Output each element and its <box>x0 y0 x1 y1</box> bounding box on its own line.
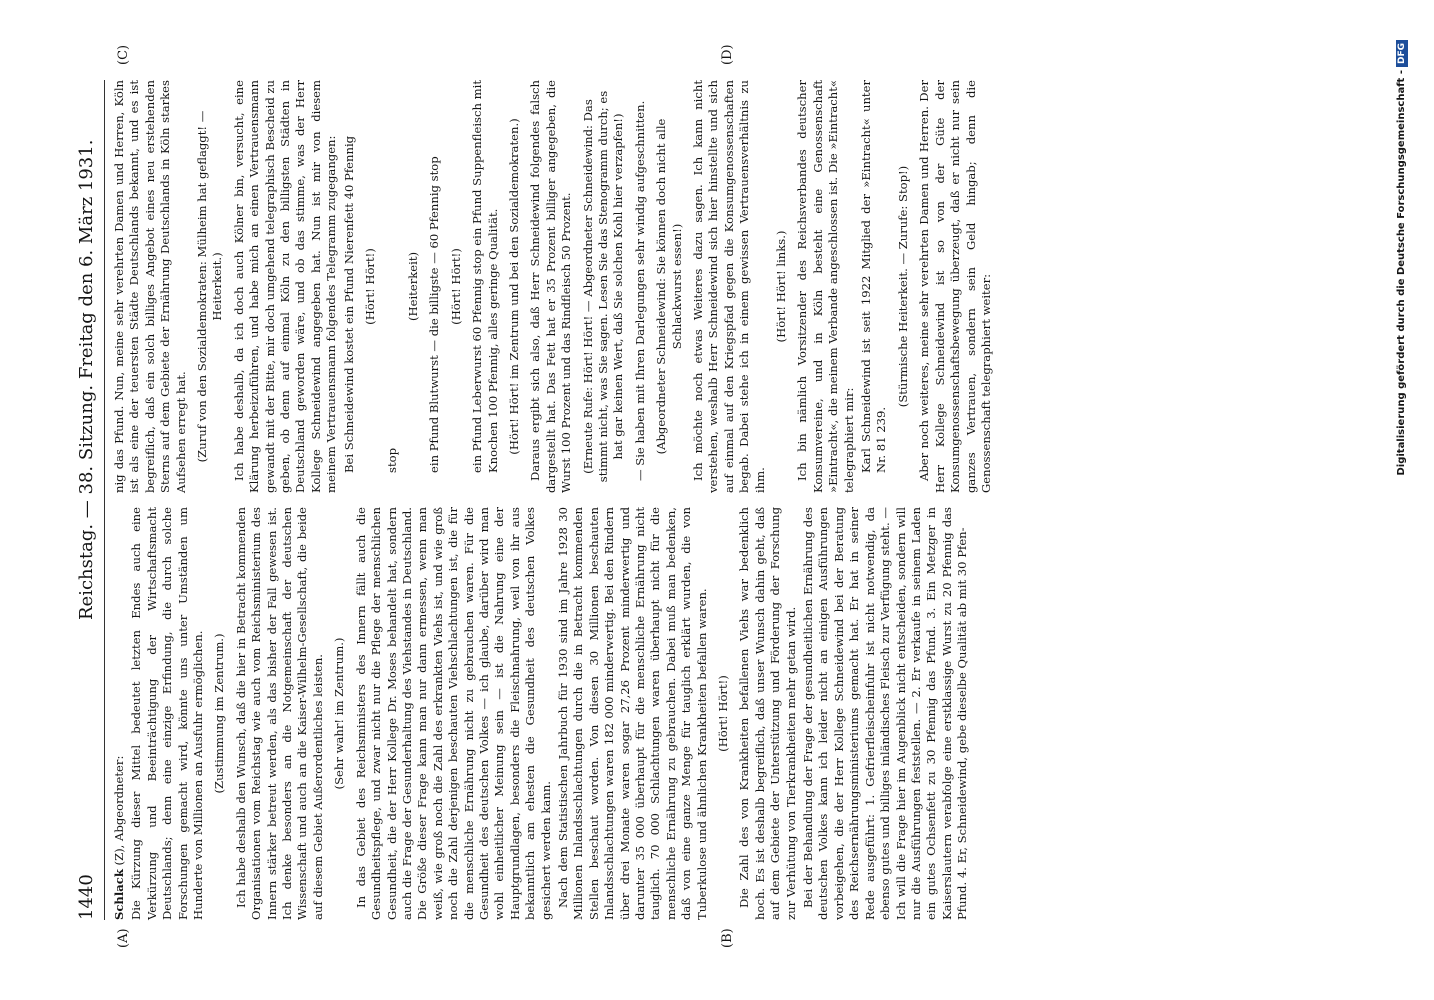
dfg-credit <box>1396 40 1408 960</box>
margin-marker-c: (C) <box>116 44 131 65</box>
dfg-credit-text: Digitalisierung gefördert durch die Deutsche Forschungsgemeinschaft - <box>1396 70 1407 476</box>
telegram-item: ein Pfund Blutwurst — die billigste — 60 Pfennig stop <box>427 156 442 473</box>
paragraph: nig das Pfund. Nun, meine sehr verehrten Damen und Herren, Köln ist als eine der teuersten Städte Deutschlands bekannt, und es ist begreiflich, daß ein solch billiges Angebot eines neu erstehenden Sterns auf dem Gebiete der Ernährung Deutschlands in Köln starkes Aufsehen erregt hat. <box>112 80 188 493</box>
reaction: (Hört! Hört!) <box>716 675 731 752</box>
page-running-title: Reichstag. — 38. Sitzung. Freitag den 6. März 1931. <box>76 139 97 620</box>
paragraph: Ich bin nämlich Vorsitzender des Reichsverbandes deutscher Konsumvereine, und in Köln besteht eine Genossenschaft »Eintracht«, die meinem Verbande angeschlossen ist. Die »Eintracht« telegraphiert mir: <box>795 80 856 493</box>
telegram-item: ein Pfund Leberwurst 60 Pfennig stop ein Pfund Suppenfleisch mit Knochen 100 Pfennig, alles geringe Qualität. <box>470 80 500 473</box>
paragraph: Ich habe deshalb, da ich doch auch Kölner bin, versucht, eine Klärung herbeizuführen, und habe mich an einen Vertrauensmann gewandt mit der Bitte, mir doch umgehend telegraphisch Bescheid zu geben, ob denn auf einmal Köln zu den billigsten Städten in Deutschland geworden wäre, und ob das stimme, was der Herr Kollege Schneidewind angegeben hat. Nun ist mir von diesem meinem Vertrauensmann folgendes Telegramm zugegangen: <box>231 79 339 493</box>
reaction: (Hört! Hört! links.) <box>774 230 789 343</box>
reaction: (Hört! Hört!) <box>448 248 463 325</box>
reaction: (Erneute Rufe: Hört! Hört! — Abgeordneter Schneidewind: Das stimmt nicht, was Sie sagen. Lesen Sie das Stenogramm durch; es hat gar keinen Wert, daß Sie solchen Kohl hier verzapfen!) <box>580 90 626 483</box>
paragraph: Daraus ergibt sich also, daß Herr Schneidewind folgendes falsch dargestellt hat. Das Fett hat er 35 Prozent billiger angegeben, die Wurst 100 Prozent und das Rindfleisch 50 Prozent. <box>528 80 574 493</box>
paragraph: Die Zahl des von Krankheiten befallenen Viehs war bedenklich hoch. Es ist deshalb begreiflich, daß unser Wunsch dahin geht, daß auf dem Gebiete der Unterstützung und Förderung der Forschung zur Verhütung von Tierkrankheiten mehr getan wird. <box>737 507 798 920</box>
speaker-line <box>112 507 127 920</box>
reaction: (Hört! Hört!) <box>363 248 378 325</box>
margin-marker-a: (A) <box>116 928 131 948</box>
reaction: (Sehr wahr! im Zentrum.) <box>332 637 347 790</box>
paragraph: — Sie haben mit Ihren Darlegungen sehr windig aufgeschnitten. <box>632 100 647 481</box>
paragraph: In das Gebiet des Reichsministers des Innern fällt auch die Gesundheitspflege, und zwar nicht nur die Pflege der menschlichen Gesundheit, die der Herr Kollege Dr. Moses behandelt hat, sondern auch die Frage der Gesunderhaltung des Viehstandes in Deutschland. Die Größe dieser Frage kann man nur dann ermessen, wenn man weiß, wie groß noch die Zahl des erkrankten Viehs ist, und wie groß noch die Zahl derjenigen beschauten Viehschlachtungen ist, die für die menschliche Ernährung nicht zu gebrauchen waren. Für die Gesundheit des deutschen Volkes — ich glaube, darüber wird man wohl einheitlicher Meinung sein — ist die Nahrung eine der Hauptgrundlagen, besonders die Fleischnahrung, weil von ihr aus bekanntlich am ehesten die Gesundheit des deutschen Volkes gesichert werden kann. <box>353 507 553 920</box>
paragraph: Nach dem Statistischen Jahrbuch für 1930 sind im Jahre 1928 30 Millionen Inlandsschlachtungen durch die in Betracht kommenden Stellen beschaut worden. Von diesen 30 Millionen beschauten Inlandsschlachtungen waren 182 000 minderwertig. Bei den Rindern über drei Monate waren sogar 27,26 Prozent minderwertig und darunter 35 000 überhaupt für die menschliche Ernährung nicht tauglich. 70 000 Schlachtungen waren überhaupt nicht für die menschliche Ernährung zu gebrauchen. Dabei muß man bedenken, daß von eine ganze Menge für tauglich erklärt wurden, die von Tuberkulose und ähnlichen Krankheiten befallen waren. <box>555 507 709 920</box>
reaction: (Hört! Hört! im Zentrum und bei den Sozialdemokraten.) <box>506 118 521 455</box>
speaker-suffix: (Z), Abgeordneter: <box>112 755 126 866</box>
header-rule <box>104 80 105 920</box>
telegram-item: Bei Schneidewind kostet ein Pfund Nierenfett 40 Pfennig <box>341 135 356 473</box>
reaction: (Heiterkeit) <box>405 251 420 322</box>
page-header <box>76 80 106 920</box>
speaker-name: Schlack <box>112 869 126 920</box>
margin-marker-b: (B) <box>720 928 735 948</box>
paragraph: Aber noch weiteres, meine sehr verehrten Damen und Herren. Der Herr Kollege Schneidewind ist so von der Güte der Konsumgenossenschaftsbewegung überzeugt, daß er nicht nur sein ganzes Vertrauen, sondern sein Geld hingab; denn die Genossenschaft telegraphiert weiter: <box>917 80 993 493</box>
paragraph: Ich habe deshalb den Wunsch, daß die hier in Betracht kommenden Organisationen vom Reichstag wie auch vom Reichsministerium des Innern stärker betreut werden, als das bisher der Fall gewesen ist. Ich denke besonders an die Notgemeinschaft der deutschen Wissenschaft und auch an die Kaiser-Wilhelm-Gesellschaft, die beide auf diesem Gebiet Außerordentliches leisten. <box>233 507 325 920</box>
paragraph: Bei der Behandlung der Frage der gesundheitlichen Ernährung des deutschen Volkes kann ich leider nicht an einigen Ausführungen vorbeigehen, die der Herr Kollege Schneidewind bei der Beratung des Reichsernährungsministeriums gemacht hat. Er hat in seiner Rede ausgeführt: 1. Gefrierfleischeinfuhr ist nicht notwendig, da ebenso gutes und billiges inländisches Fleisch zur Verfügung steht. — Ich will die Frage hier im Augenblick nicht entscheiden, sondern will nur die Ausführungen feststellen. — 2. Er verkaufe in seinem Laden ein gutes Ochsenfett zu 30 Pfennig das Pfund. 3. Ein Metzger in Kaiserslautern verabfolge eine erstklassige Wurst zu 20 Pfennig das Pfund. 4. Er, Schneidewind, gebe dieselbe Qualität ab mit 30 Pfen- <box>801 507 970 920</box>
reaction: (Stürmische Heiterkeit. — Zurufe: Stop!) <box>895 165 910 408</box>
telegram-quote: Karl Schneidewind ist seit 1922 Mitglied der »Eintracht« unter Nr. 81 239. <box>859 80 889 473</box>
reaction: (Abgeordneter Schneidewind: Sie können doch nicht alle Schlackwurst essen!) <box>654 118 684 455</box>
right-column <box>112 80 996 493</box>
reaction: (Zuruf von den Sozialdemokraten: Mülheim hat geflaggt! — Heiterkeit.) <box>195 110 225 463</box>
telegram-item: stop <box>384 447 399 473</box>
dfg-logo: DFG <box>1396 40 1408 67</box>
page-number: 1440 <box>76 874 97 920</box>
margin-marker-d: (D) <box>720 44 735 65</box>
paragraph: Die Kürzung dieser Mittel bedeutet letzten Endes auch eine Verkürzung und Beeinträchtigung der Wirtschaftsmacht Deutschlands; denn eine einzige Erfindung, die durch solche Forschungen gemacht wird, könnte uns unter Umständen um Hunderte von Millionen an Ausfuhr ermöglichen. <box>129 507 206 920</box>
left-column <box>112 507 973 920</box>
paragraph: Ich möchte noch etwas Weiteres dazu sagen. Ich kann nicht verstehen, weshalb Herr Schneidewind sich hier hinstellte und sich auf einmal auf den Kriegspfad gegen die Konsumgenossenschaften begab. Dabei stehe ich in einem gewissen Vertrauensverhältnis zu ihm. <box>691 80 767 493</box>
reaction: (Zustimmung im Zentrum.) <box>212 633 227 794</box>
